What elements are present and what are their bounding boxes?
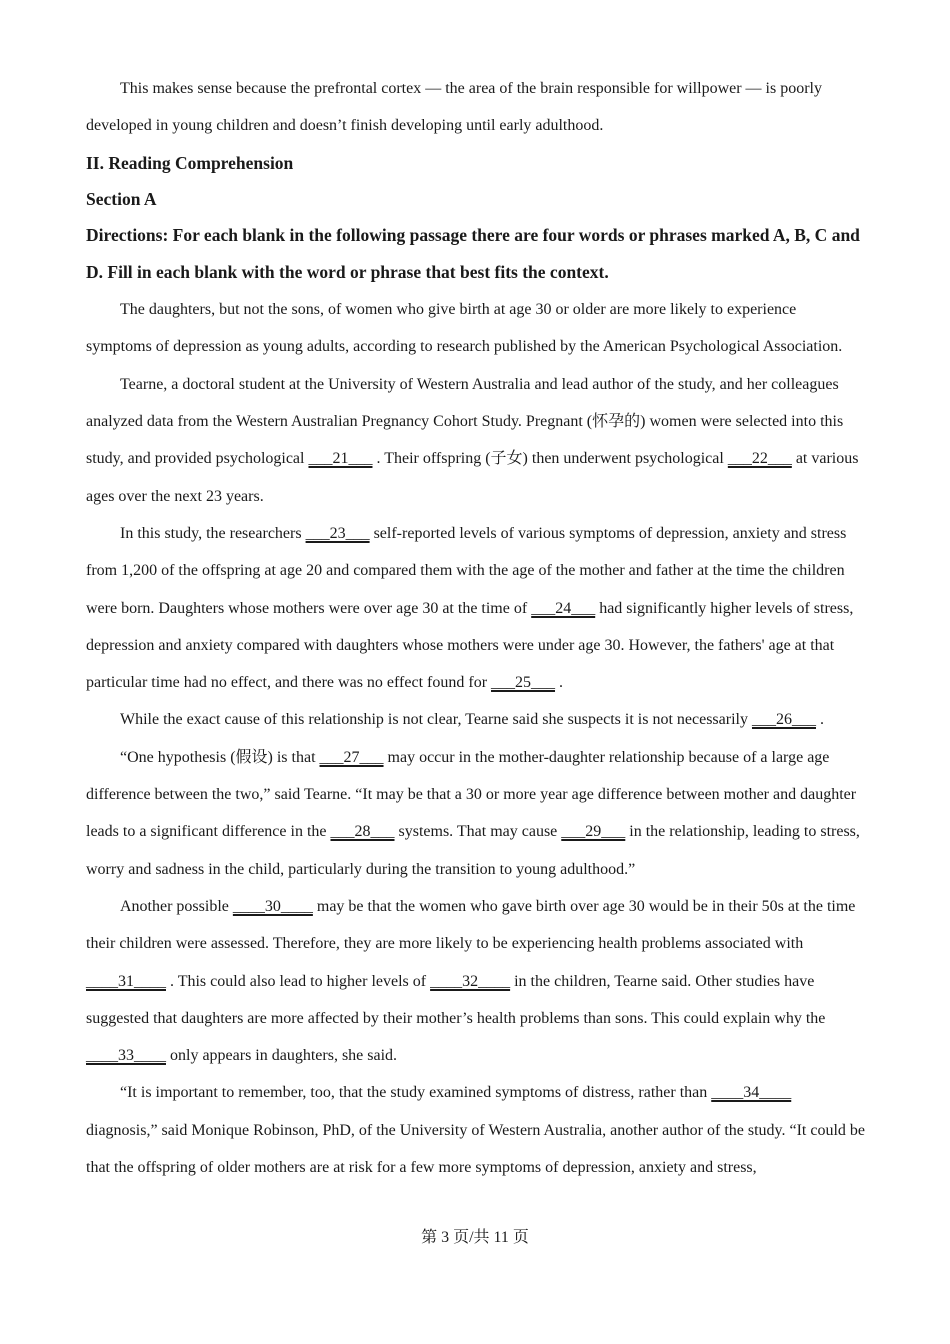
blank-26: ___26___: [751, 711, 816, 729]
blank-25: ___25___: [491, 674, 556, 692]
passage-paragraph-7: [86, 1074, 866, 1186]
passage-paragraph-5: [86, 739, 866, 888]
blank-34: ____34____: [711, 1084, 792, 1102]
passage-text: .: [555, 674, 564, 692]
page-footer: 第 3 页/共 11 页: [421, 1229, 529, 1246]
passage-text: While the exact cause of this relationship is not clear, Tearne said she suspects it is not necessarily: [120, 711, 752, 729]
passage-text: .: [815, 711, 824, 729]
passage-text: had significantly higher levels of stress, depression and anxiety compared with daughters whose mothers were under age 30. However, the fathers' age at that particular time had no effect, and there was no effect found for: [86, 599, 854, 692]
blank-32: ____32____: [430, 972, 511, 990]
passage-text: diagnosis,” said Monique Robinson, PhD, of the University of Western Australia, another author of the study. “It could be that the offspring of older mothers are at risk for a few more symptoms of depression, anxiety and stress,: [86, 1121, 866, 1177]
passage-paragraph-2: [86, 366, 866, 515]
blank-27: ___27___: [319, 748, 384, 766]
passage-text: “One hypothesis (假设) is that: [120, 748, 320, 766]
passage-text: Another possible: [120, 897, 233, 915]
passage-text: only appears in daughters, she said.: [166, 1047, 398, 1065]
passage-text: self-reported levels of various symptoms of depression, anxiety and stress from 1,200 of the offspring at age 20 and compared them with the age of the mother and father at the time the children were born. Daughters whose mothers were over age 30 at the time of: [86, 524, 847, 617]
blank-29: ___29___: [561, 823, 626, 841]
passage-text: “It is important to remember, too, that the study examined symptoms of distress, rather than: [120, 1084, 712, 1102]
passage-text: systems. That may cause: [394, 823, 562, 841]
passage-text: in the relationship, leading to stress, worry and sadness in the child, particularly during the transition to young adulthood.”: [86, 823, 860, 878]
blank-28: ___28___: [330, 823, 395, 841]
passage-text: may occur in the mother-daughter relationship because of a large age difference between the two,” said Tearne. “It may be that a 30 or more year age difference between mother and daughter leads to a significant difference in the: [86, 748, 857, 841]
document-page: [86, 70, 866, 1186]
blank-33: ____33____: [86, 1047, 166, 1065]
directions: Directions: For each blank in the following passage there are four words or phrases marked A, B, C and D. Fill in each blank with the word or phrase that best fits the context.: [86, 224, 860, 282]
passage-text: Tearne, a doctoral student at the University of Western Australia and lead author of the study, and her colleagues analyzed data from the Western Australian Pregnancy Cohort Study. Pregnant (怀孕的) women were selected into this study, and provided psychological: [86, 375, 844, 468]
passage-paragraph-6: [86, 888, 866, 1074]
blank-30: ____30____: [232, 897, 313, 915]
blank-24: ___24___: [531, 599, 596, 617]
blank-22: ___22___: [727, 450, 792, 468]
blank-23: ___23___: [305, 524, 370, 542]
passage-text: . This could also lead to higher levels of: [166, 972, 431, 990]
passage-paragraph-4: [86, 701, 866, 738]
passage-text: In this study, the researchers: [120, 524, 306, 542]
intro-paragraph: This makes sense because the prefrontal cortex — the area of the brain responsible for willpower — is poorly developed in young children and doesn’t finish developing until early adulthood.: [86, 80, 822, 135]
passage-text: . Their offspring (子女) then underwent psychological: [372, 450, 728, 468]
part-heading: II. Reading Comprehension: [86, 152, 294, 173]
passage-text: in the children, Tearne said. Other studies have suggested that daughters are more affected by their mother’s health problems than sons. This could explain why the: [86, 972, 826, 1027]
blank-31: ____31____: [86, 972, 166, 990]
section-heading: Section A: [86, 188, 157, 209]
passage-text: may be that the women who gave birth over age 30 would be in their 50s at the time their children were assessed. Therefore, they are more likely to be experiencing health problems associated with: [86, 897, 856, 953]
passage-paragraph-3: [86, 515, 866, 701]
blank-21: ___21___: [308, 450, 373, 468]
passage-text: at various ages over the next 23 years.: [86, 450, 859, 505]
passage-paragraph-1: The daughters, but not the sons, of women who give birth at age 30 or older are more likely to experience symptoms of depression as young adults, according to research published by the American Psychological Association.: [86, 301, 843, 356]
